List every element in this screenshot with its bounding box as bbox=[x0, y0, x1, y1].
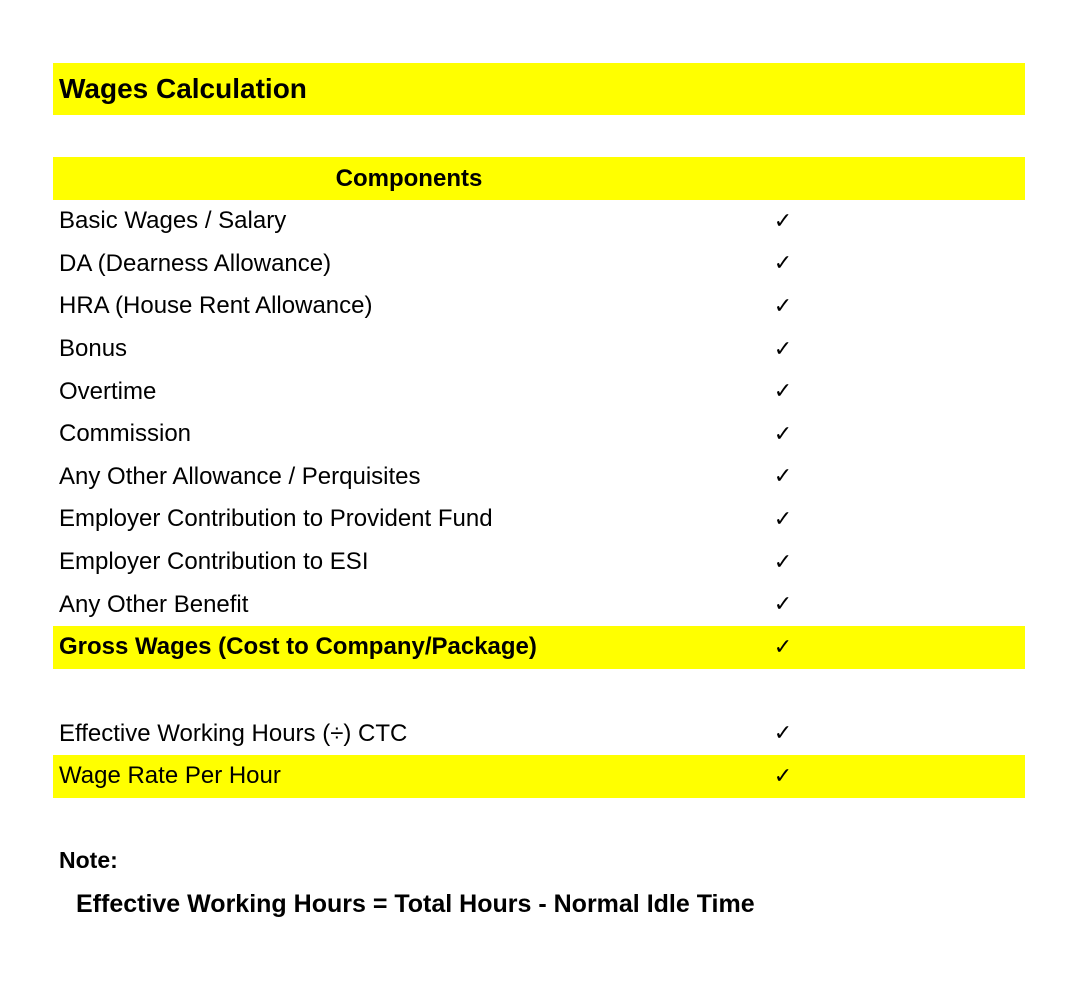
wages-sheet bbox=[53, 63, 1025, 798]
check-icon: ✓ bbox=[773, 549, 793, 575]
component-label: Employer Contribution to Provident Fund bbox=[59, 505, 493, 533]
component-label: Employer Contribution to ESI bbox=[59, 548, 369, 576]
component-row bbox=[53, 285, 1025, 328]
component-row bbox=[53, 583, 1025, 626]
spacer bbox=[53, 669, 1025, 713]
effective-hours-row bbox=[53, 713, 1025, 756]
gross-wages-row bbox=[53, 626, 1025, 669]
component-label: Any Other Benefit bbox=[59, 590, 249, 618]
check-icon: ✓ bbox=[773, 251, 793, 277]
component-row bbox=[53, 541, 1025, 584]
check-icon: ✓ bbox=[773, 336, 793, 362]
check-icon: ✓ bbox=[773, 421, 793, 447]
component-row bbox=[53, 243, 1025, 286]
effective-hours-label: Effective Working Hours (÷) CTC bbox=[59, 719, 408, 747]
components-header bbox=[53, 157, 1025, 200]
component-row bbox=[53, 456, 1025, 499]
check-icon: ✓ bbox=[773, 634, 793, 660]
wage-rate-row bbox=[53, 755, 1025, 798]
component-label: Bonus bbox=[59, 335, 128, 363]
components-header-label: Components bbox=[335, 164, 483, 192]
wage-rate-label: Wage Rate Per Hour bbox=[59, 762, 281, 790]
component-label: HRA (House Rent Allowance) bbox=[59, 292, 373, 320]
component-row bbox=[53, 328, 1025, 371]
component-label: DA (Dearness Allowance) bbox=[59, 249, 332, 277]
check-icon: ✓ bbox=[773, 208, 793, 234]
gross-wages-label: Gross Wages (Cost to Company/Package) bbox=[59, 633, 537, 661]
check-icon: ✓ bbox=[773, 506, 793, 532]
components-list bbox=[53, 200, 1025, 626]
note-text: Effective Working Hours = Total Hours - Normal Idle Time bbox=[76, 889, 755, 918]
check-icon: ✓ bbox=[773, 592, 793, 618]
note-title: Note: bbox=[59, 846, 118, 873]
component-row bbox=[53, 370, 1025, 413]
spacer bbox=[53, 115, 1025, 157]
check-icon: ✓ bbox=[773, 721, 793, 747]
component-label: Basic Wages / Salary bbox=[59, 207, 287, 235]
component-row bbox=[53, 200, 1025, 243]
check-icon: ✓ bbox=[773, 293, 793, 319]
note-section bbox=[59, 843, 1019, 921]
check-icon: ✓ bbox=[773, 464, 793, 490]
component-row bbox=[53, 413, 1025, 456]
component-label: Any Other Allowance / Perquisites bbox=[59, 462, 421, 490]
component-row bbox=[53, 498, 1025, 541]
component-label: Overtime bbox=[59, 377, 157, 405]
check-icon: ✓ bbox=[773, 763, 793, 789]
component-label: Commission bbox=[59, 420, 192, 448]
sheet-title: Wages Calculation bbox=[53, 63, 1025, 115]
check-icon: ✓ bbox=[773, 379, 793, 405]
